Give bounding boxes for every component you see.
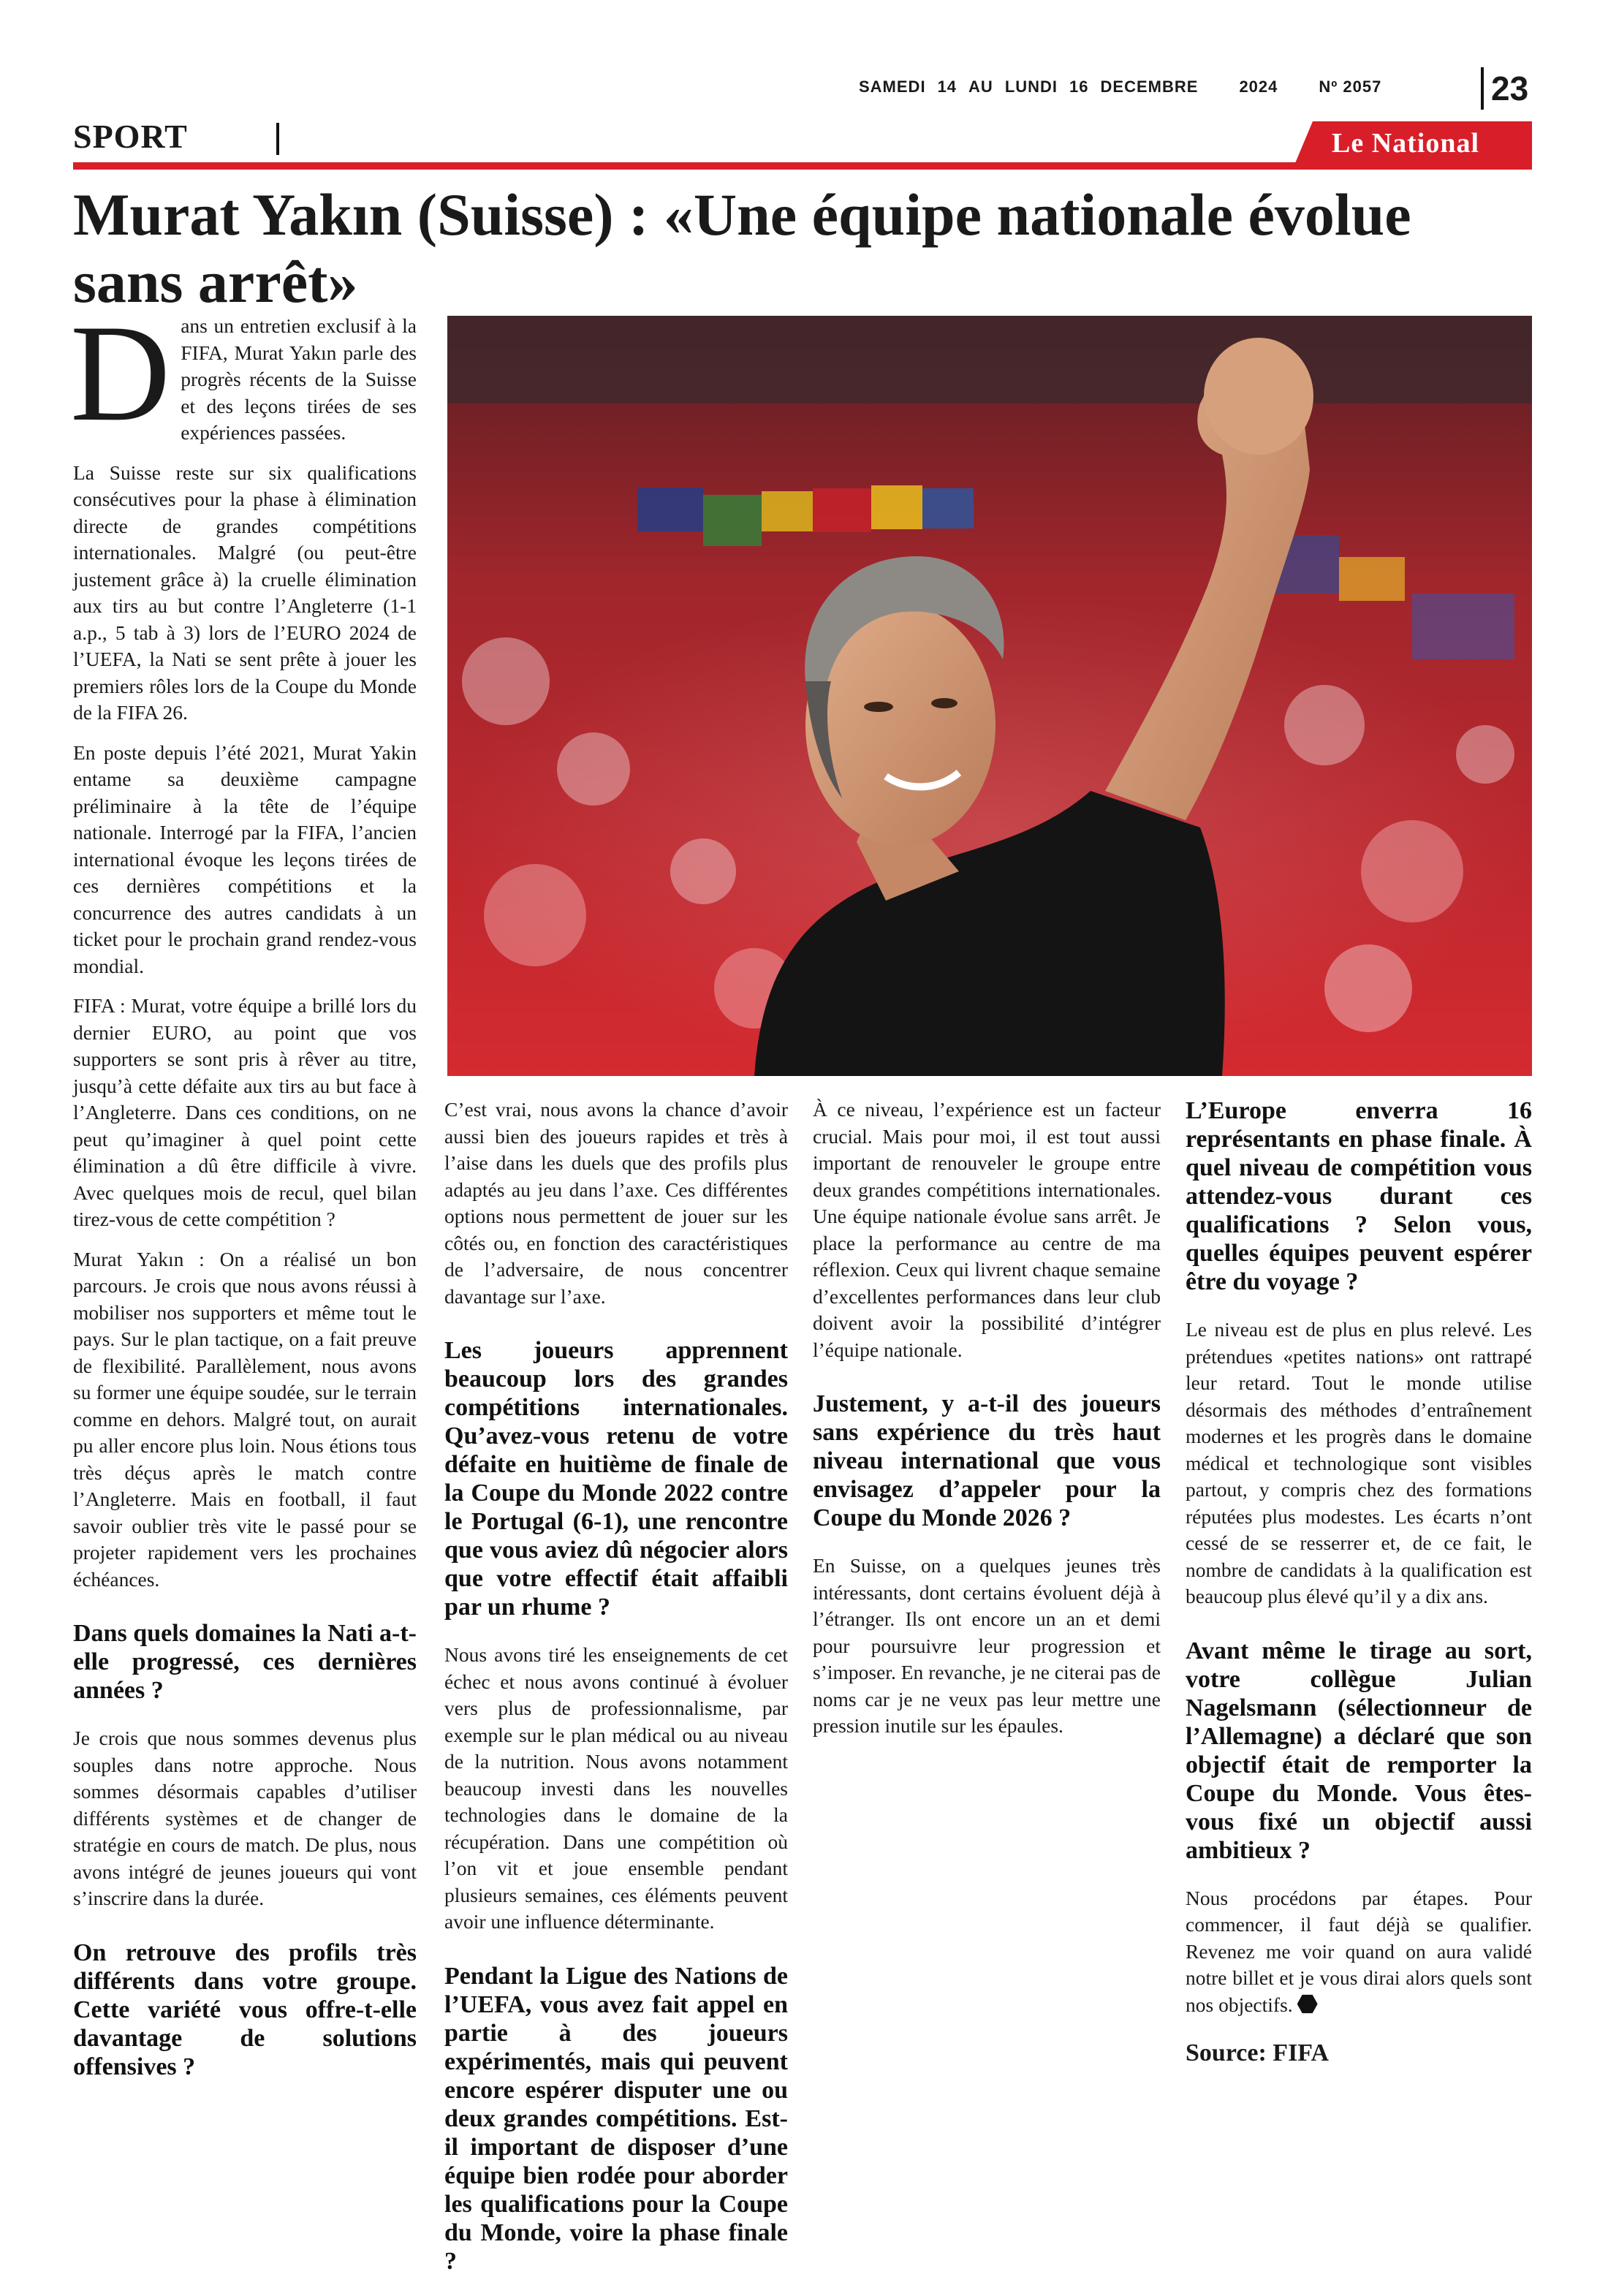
article-photo [447, 316, 1532, 1076]
interview-answer-6: Le niveau est de plus en plus relevé. Les prétendues «petites nations» ont rattrapé leur retard. Tout le monde utilise désormais des méthodes d’entraînement modernes et les progrès dans le domaine médical et technologique sont visibles partout, y compris chez des formations réputées plus modestes. Les écarts n’ont cessé de se resserrer et, de ce fait, le nombre de candidats à la qualification est beaucoup plus élevé qu’il y a dix ans. [1186, 1318, 1532, 1607]
interview-question-5: Justement, y a-t-il des joueurs sans expérience du très haut niveau international que vous envisagez d’appeler pour la Coupe du Monde 2026 ? [813, 1390, 1161, 1531]
interview-answer-3: Nous avons tiré les enseignements de cet échec et nous avons continué à évoluer vers plus de professionnalisme, par exemple sur le plan médical ou au niveau de la nutrition. Nous avons notamment beaucoup investi dans les nouvelles technologies dans le domaine de la récupération. Dans une compétition où l’on vit et joue ensemble pendant plusieurs semaines, ces éléments peuvent avoir une influence déterminante. [444, 1643, 788, 1933]
column-3 [813, 1096, 1161, 1753]
coach-celebration-photo [447, 316, 1532, 1076]
interview-answer-5: En Suisse, on a quelques jeunes très intéressants, dont certains évoluent déjà à l’étranger. Ils ont encore un an et demi pour poursuivre leur progression et s’imposer. En revanche, je ne citerai pas de noms car je ne veux pas leur mettre une pression inutile sur les épaules. [813, 1554, 1161, 1737]
interview-question-7: Avant même le tirage au sort, votre collègue Julian Nagelsmann (sélectionneur de l’Allemagne) a déclaré que son objectif était de remporter la Coupe du Monde. Vous êtes-vous fixé un objectif aussi ambitieux ? [1186, 1637, 1532, 1864]
interview-question-1: Dans quels domaines la Nati a-t-elle progressé, ces dernières années ? [73, 1620, 417, 1704]
drop-cap: D [70, 297, 171, 450]
section-divider [276, 123, 279, 155]
interview-question-6: L’Europe enverra 16 représentants en phase finale. À quel niveau de compétition vous attendez-vous durant ces qualifications ? Selon vous, quelles équipes peuvent espérer être du voyage ? [1186, 1097, 1532, 1295]
interview-answer-2: C’est vrai, nous avons la chance d’avoir aussi bien des joueurs rapides et très à l’aise dans les duels que des profils plus adaptés au jeu dans l’axe. Ces différentes options nous permettent de jouer sur les côtés ou, en fonction des caractéristiques de l’adversaire, de nous concentrer davantage sur l’axe. [444, 1098, 788, 1308]
date-year: 2024 [1239, 77, 1278, 96]
page-number: 23 [1491, 69, 1529, 107]
paragraph-answer-intro: Murat Yakın : On a réalisé un bon parcours. Je crois que nous avons réussi à mobiliser nos supporters et même tout le pays. Sur le plan tactique, on a fait preuve de flexibilité. Parallèlement, nous avons su former une équipe soudée, sur le terrain comme en dehors. Malgré tout, on aurait pu aller encore plus loin. Nous étions tous très déçus après le match contre l’Angleterre. Mais en football, il faut savoir oublier très vite le passé pour se projeter rapidement vers les prochaines échéances. [73, 1247, 417, 1591]
end-of-article-icon [1297, 1994, 1318, 2015]
column-2 [444, 1096, 788, 2296]
interview-answer-1: Je crois que nous sommes devenus plus souples dans notre approche. Nous sommes désormais capables d’utiliser différents systèmes et de changer de stratégie en cours de match. De plus, nous avons intégré de jeunes joueurs qui vont s’inscrire dans la durée. [73, 1727, 417, 1909]
interview-question-2: On retrouve des profils très différents dans votre groupe. Cette variété vous offre-t-elle davantage de solutions offensives ? [73, 1939, 417, 2080]
header-rule [73, 162, 1532, 170]
interview-question-3: Les joueurs apprennent beaucoup lors des grandes compétitions internationales. Qu’avez-vous retenu de votre défaite en huitième de finale de la Coupe du Monde 2022 contre le Portugal (6-1), une rencontre que vous aviez dû négocier alors que votre effectif était affaibli par un rhume ? [444, 1337, 788, 1621]
date-day: 14 [937, 77, 957, 96]
interview-answer-4: À ce niveau, l’expérience est un facteur crucial. Mais pour moi, il est tout aussi important de renouveler le groupe entre deux grandes compétitions internationales. Une équipe nationale évolue sans arrêt. Je place la performance au centre de ma réflexion. Ceux qui livrent chaque semaine d’excellentes performances dans leur club doivent avoir la possibilité d’intégrer l’équipe nationale. [813, 1098, 1161, 1361]
interview-question-4: Pendant la Ligue des Nations de l’UEFA, vous avez fait appel en partie à des joueurs expérimentés, mais qui peuvent encore espérer disputer une ou deux grandes compétitions. Est-il important de disposer d’une équipe bien rodée pour aborder les qualifications pour la Coupe du Monde, voire la phase finale ? [444, 1962, 788, 2275]
interview-answer-7-wrap [1186, 1885, 1532, 2019]
date-day-2: 16 [1069, 77, 1089, 96]
section-label: SPORT [73, 118, 188, 155]
date-day-name: SAMEDI [859, 77, 926, 96]
dateline [859, 77, 1393, 96]
column-4 [1186, 1096, 1532, 2067]
article-headline: Murat Yakın (Suisse) : «Une équipe nationale évolue sans arrêt» [73, 181, 1411, 315]
date-au: AU [968, 77, 993, 96]
paragraph-intro-2: En poste depuis l’été 2021, Murat Yakin entame sa deuxième campagne préliminaire à la tête de l’équipe nationale. Interrogé par la FIFA, l’ancien international évoque les leçons tirées de ces dernières compétitions et la concurrence des autres candidats à un ticket pour le prochain grand rendez-vous mondial. [73, 740, 417, 977]
date-day-name-2: LUNDI [1004, 77, 1058, 96]
column-1 [70, 297, 417, 2102]
date-month: DECEMBRE [1100, 77, 1199, 96]
paragraph-question-intro: FIFA : Murat, votre équipe a brillé lors du dernier EURO, au point que vos supporters se sont pris à rêver au titre, jusqu’à cette défaite aux tirs au but face à l’Angleterre. Dans ces conditions, on ne peut qu’imaginer à quel point cette élimination a dû être difficile à vivre. Avec quelques mois de recul, quel bilan tirez-vous de cette compétition ? [73, 994, 417, 1230]
article-source: Source: FIFA [1186, 2039, 1330, 2066]
publication-name: Le National [1332, 128, 1480, 159]
paragraph-intro-1: La Suisse reste sur six qualifications consécutives pour la phase à élimination directe de grandes compétitions internationales. Malgré (ou peut-être justement grâce à) la cruelle élimination aux tirs au but contre l’Angleterre (1-1 a.p., 5 tab à 3) lors de l’EURO 2024 de l’UEFA, la Nati se sent prête à jouer les premiers rôles lors de la Coupe du Monde de la FIFA 26. [73, 461, 417, 724]
interview-answer-7: Nous procédons par étapes. Pour commencer, il faut déjà se qualifier. Revenez me voir quand on aura validé notre billet et je vous dirai alors quels sont nos objectifs. [1186, 1886, 1532, 2016]
page-number-divider [1481, 67, 1484, 110]
issue-number: Nº 2057 [1319, 77, 1382, 96]
lead-paragraph [70, 297, 417, 450]
lead-text: ans un entretien exclusif à la FIFA, Murat Yakın parle des progrès récents de la Suisse et des leçons tirées de ses expériences passées. [181, 314, 417, 444]
